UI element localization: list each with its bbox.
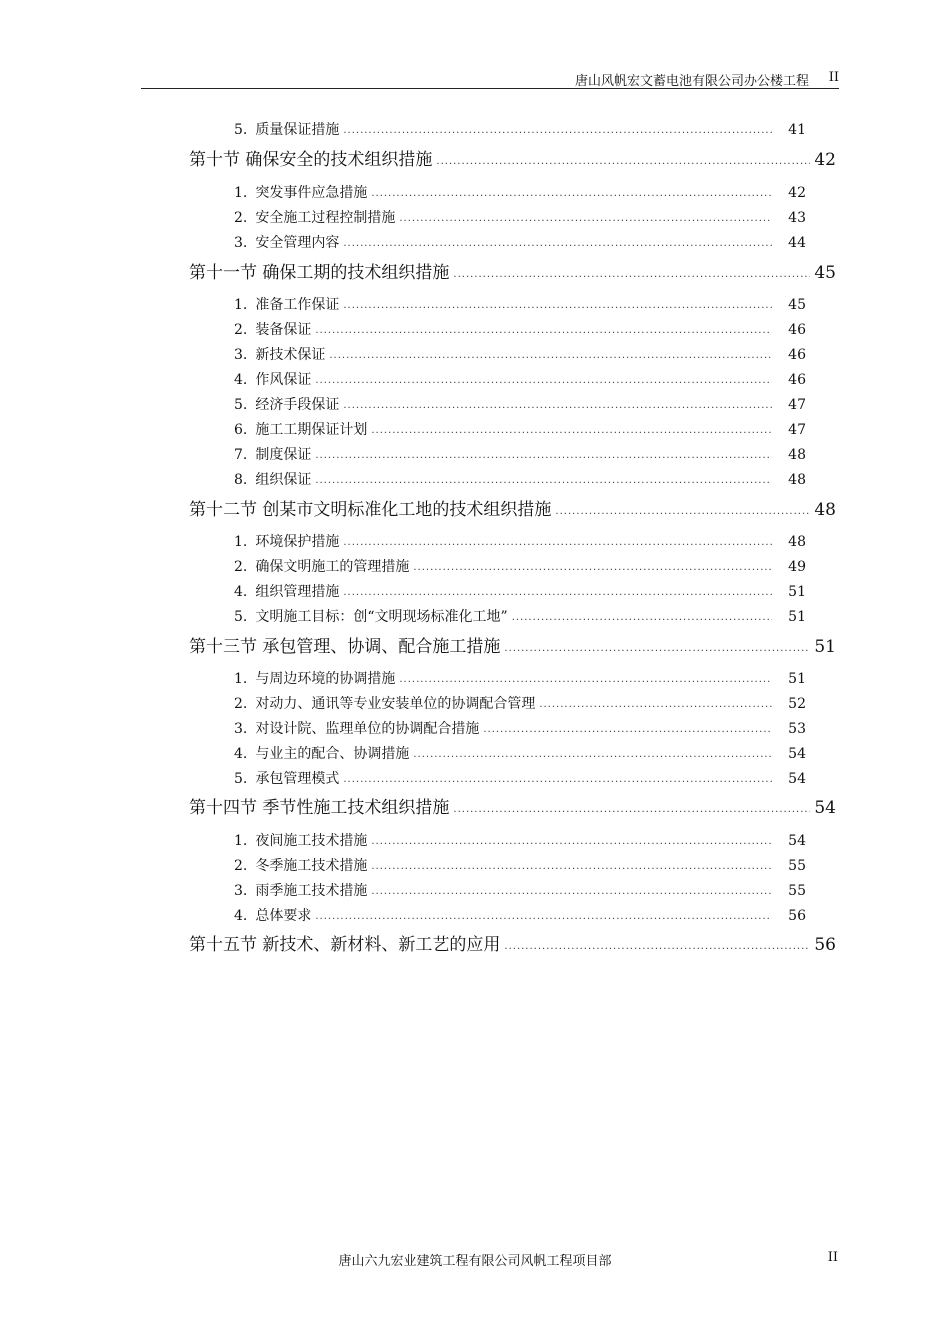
toc-subsection-entry[interactable]: [234, 668, 806, 690]
toc-dot-leader: [315, 325, 772, 336]
toc-entry-number: 4.: [234, 372, 248, 388]
toc-subsection-entry[interactable]: [234, 855, 806, 877]
toc-subsection-entry[interactable]: [234, 419, 806, 441]
toc-dot-leader: [315, 911, 772, 922]
toc-entry-page: 51: [814, 637, 836, 657]
toc-subsection-entry[interactable]: [234, 207, 806, 229]
toc-entry-page: 48: [814, 500, 836, 520]
toc-subsection-entry[interactable]: [234, 319, 806, 341]
toc-subsection-entry[interactable]: [234, 905, 806, 927]
toc-entry-page: 53: [788, 721, 806, 737]
toc-entry-label: 确保文明施工的管理措施: [255, 559, 410, 575]
toc-dot-leader: [512, 612, 772, 623]
header-page-number: II: [828, 70, 839, 85]
toc-entry-page: 48: [788, 472, 806, 488]
toc-subsection-entry[interactable]: [234, 880, 806, 902]
toc-entry-page: 45: [788, 297, 806, 313]
toc-subsection-entry[interactable]: [234, 830, 806, 852]
toc-entry-page: 42: [788, 185, 806, 201]
toc-subsection-entry[interactable]: [234, 531, 806, 553]
toc-entry-label: 承包管理模式: [255, 771, 340, 787]
toc-dot-leader: [399, 674, 772, 685]
toc-entry-number: 5.: [234, 771, 248, 787]
toc-entry-page: 55: [788, 858, 806, 874]
footer-text: 唐山六九宏业建筑工程有限公司风帆工程项目部: [338, 1254, 612, 1269]
toc-entry-label: 施工工期保证计划: [255, 422, 368, 438]
toc-entry-label: 第十五节 新技术、新材料、新工艺的应用: [189, 935, 501, 955]
toc-entry-label: 制度保证: [255, 447, 312, 463]
toc-dot-leader: [539, 699, 772, 710]
toc-dot-leader: [483, 724, 772, 735]
toc-entry-number: 3.: [234, 235, 248, 251]
toc-dot-leader: [453, 269, 810, 280]
toc-subsection-entry[interactable]: [234, 606, 806, 628]
toc-subsection-entry[interactable]: [234, 718, 806, 740]
toc-entry-number: 5.: [234, 397, 248, 413]
toc-subsection-entry[interactable]: [234, 119, 806, 141]
toc-dot-leader: [343, 238, 772, 249]
toc-entry-label: 雨季施工技术措施: [255, 883, 368, 899]
toc-dot-leader: [399, 213, 772, 224]
toc-dot-leader: [436, 156, 810, 167]
toc-entry-number: 2.: [234, 322, 248, 338]
toc-section-entry[interactable]: [189, 632, 836, 658]
toc-entry-label: 第十二节 创某市文明标准化工地的技术组织措施: [189, 500, 552, 520]
toc-dot-leader: [315, 450, 772, 461]
toc-dot-leader: [343, 300, 772, 311]
toc-entry-label: 准备工作保证: [255, 297, 340, 313]
toc-section-entry[interactable]: [189, 258, 836, 284]
toc-subsection-entry[interactable]: [234, 693, 806, 715]
toc-entry-label: 第十节 确保安全的技术组织措施: [189, 150, 433, 170]
toc-subsection-entry[interactable]: [234, 232, 806, 254]
toc-dot-leader: [555, 506, 810, 517]
toc-entry-number: 6.: [234, 422, 248, 438]
toc-subsection-entry[interactable]: [234, 344, 806, 366]
toc-entry-page: 56: [788, 908, 806, 924]
toc-entry-label: 冬季施工技术措施: [255, 858, 368, 874]
toc-dot-leader: [343, 400, 772, 411]
toc-entry-page: 47: [788, 397, 806, 413]
toc-subsection-entry[interactable]: [234, 444, 806, 466]
toc-dot-leader: [371, 861, 772, 872]
toc-subsection-entry[interactable]: [234, 369, 806, 391]
toc-entry-page: 45: [814, 263, 836, 283]
footer-page-number: II: [827, 1250, 838, 1265]
toc-section-entry[interactable]: [189, 793, 836, 819]
toc-dot-leader: [371, 836, 772, 847]
toc-entry-number: 1.: [234, 833, 248, 849]
toc-entry-number: 3.: [234, 883, 248, 899]
toc-subsection-entry[interactable]: [234, 294, 806, 316]
toc-dot-leader: [329, 350, 772, 361]
toc-entry-page: 54: [788, 833, 806, 849]
toc-entry-label: 突发事件应急措施: [255, 185, 368, 201]
toc-section-entry[interactable]: [189, 145, 836, 171]
toc-entry-number: 2.: [234, 210, 248, 226]
toc-entry-label: 组织保证: [255, 472, 312, 488]
toc-entry-page: 54: [788, 771, 806, 787]
toc-subsection-entry[interactable]: [234, 469, 806, 491]
toc-entry-page: 48: [788, 447, 806, 463]
toc-dot-leader: [413, 562, 772, 573]
toc-dot-leader: [371, 425, 772, 436]
toc-entry-label: 安全管理内容: [255, 235, 340, 251]
toc-entry-label: 第十一节 确保工期的技术组织措施: [189, 263, 450, 283]
toc-subsection-entry[interactable]: [234, 394, 806, 416]
toc-dot-leader: [371, 188, 772, 199]
toc-entry-number: 4.: [234, 584, 248, 600]
toc-subsection-entry[interactable]: [234, 768, 806, 790]
toc-entry-label: 装备保证: [255, 322, 312, 338]
toc-entry-number: 1.: [234, 297, 248, 313]
toc-dot-leader: [343, 125, 772, 136]
toc-dot-leader: [343, 537, 772, 548]
toc-dot-leader: [343, 774, 772, 785]
toc-entry-page: 54: [788, 746, 806, 762]
toc-subsection-entry[interactable]: [234, 182, 806, 204]
toc-entry-page: 46: [788, 347, 806, 363]
toc-section-entry[interactable]: [189, 930, 836, 956]
toc-entry-page: 46: [788, 322, 806, 338]
toc-entry-label: 对设计院、监理单位的协调配合措施: [255, 721, 480, 737]
toc-dot-leader: [453, 804, 810, 815]
toc-dot-leader: [504, 941, 810, 952]
toc-dot-leader: [413, 749, 772, 760]
toc-subsection-entry[interactable]: [234, 743, 806, 765]
toc-entry-page: 55: [788, 883, 806, 899]
toc-entry-label: 夜间施工技术措施: [255, 833, 368, 849]
toc-entry-number: 5.: [234, 609, 248, 625]
toc-entry-label: 第十三节 承包管理、协调、配合施工措施: [189, 637, 501, 657]
toc-entry-label: 第十四节 季节性施工技术组织措施: [189, 798, 450, 818]
toc-entry-page: 42: [814, 150, 836, 170]
toc-entry-label: 与业主的配合、协调措施: [255, 746, 410, 762]
toc-dot-leader: [371, 886, 772, 897]
toc-dot-leader: [343, 587, 772, 598]
toc-entry-page: 47: [788, 422, 806, 438]
toc-entry-label: 新技术保证: [255, 347, 326, 363]
toc-entry-number: 1.: [234, 671, 248, 687]
toc-entry-page: 51: [788, 584, 806, 600]
toc-section-entry[interactable]: [189, 495, 836, 521]
toc-entry-label: 环境保护措施: [255, 534, 340, 550]
toc-dot-leader: [315, 475, 772, 486]
toc-entry-number: 2.: [234, 559, 248, 575]
toc-entry-label: 与周边环境的协调措施: [255, 671, 396, 687]
toc-entry-label: 总体要求: [255, 908, 312, 924]
toc-subsection-entry[interactable]: [234, 581, 806, 603]
page-header: [141, 66, 839, 89]
toc-entry-label: 作风保证: [255, 372, 312, 388]
toc-entry-number: 4.: [234, 746, 248, 762]
toc-subsection-entry[interactable]: [234, 556, 806, 578]
toc-dot-leader: [504, 643, 810, 654]
toc-entry-number: 7.: [234, 447, 248, 463]
header-title: 唐山风帆宏文蓄电池有限公司办公楼工程: [574, 74, 809, 89]
toc-entry-label: 对动力、通讯等专业安装单位的协调配合管理: [255, 696, 536, 712]
toc-entry-number: 1.: [234, 185, 248, 201]
toc-entry-page: 51: [788, 609, 806, 625]
toc-entry-number: 1.: [234, 534, 248, 550]
toc-entry-label: 质量保证措施: [255, 122, 340, 138]
toc-entry-number: 3.: [234, 347, 248, 363]
toc-entry-label: 组织管理措施: [255, 584, 340, 600]
toc-entry-page: 52: [788, 696, 806, 712]
toc-entry-label: 经济手段保证: [255, 397, 340, 413]
toc-entry-page: 43: [788, 210, 806, 226]
toc-entry-number: 3.: [234, 721, 248, 737]
toc-entry-label: 安全施工过程控制措施: [255, 210, 396, 226]
toc-entry-number: 2.: [234, 696, 248, 712]
toc-entry-label: 文明施工目标：创“文明现场标准化工地”: [255, 609, 508, 625]
toc-entry-page: 44: [788, 235, 806, 251]
toc-entry-page: 41: [788, 122, 806, 138]
toc-entry-number: 8.: [234, 472, 248, 488]
toc-entry-page: 51: [788, 671, 806, 687]
toc-entry-page: 49: [788, 559, 806, 575]
toc-entry-page: 54: [814, 798, 836, 818]
toc-entry-page: 46: [788, 372, 806, 388]
toc-entry-number: 4.: [234, 908, 248, 924]
toc-entry-number: 2.: [234, 858, 248, 874]
toc-entry-page: 48: [788, 534, 806, 550]
toc-dot-leader: [315, 375, 772, 386]
toc-entry-page: 56: [814, 935, 836, 955]
toc-entry-number: 5.: [234, 122, 248, 138]
